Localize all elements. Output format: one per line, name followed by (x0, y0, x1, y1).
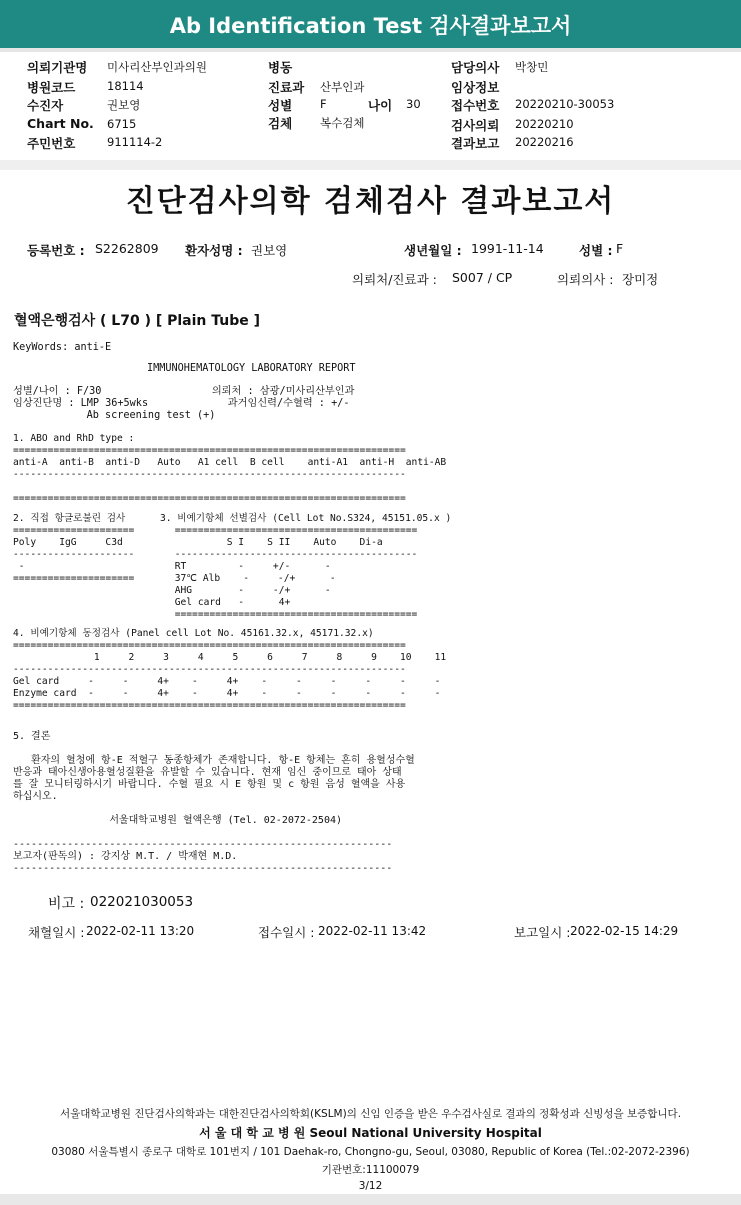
dept-label: 의뢰처/진료과 : (352, 272, 437, 287)
reg-no-value: S2262809 (95, 241, 159, 256)
header-value-hospital-code: 18114 (107, 79, 144, 93)
dat-screening-block: 2. 직접 항글로불린 검사 3. 비예기항체 선별검사 (Cell Lot No.S324, 45151.05.x ) ===================== ========================================== Poly IgG C3d S I S II Auto Di-a --------------------- ------------------------------------------ - RT - +/- - ===================== 37℃ Alb - -/+ - AHG - -/+ - Gel card - 4+ ========================================== (13, 513, 452, 620)
header-value-sex: F (320, 97, 327, 111)
collection-time-value: 2022-02-11 13:20 (86, 924, 195, 938)
sex-label: 성별 : (579, 243, 613, 258)
header-label-age: 나이 (368, 98, 393, 113)
header-value-institution: 미사리산부인과의원 (107, 60, 207, 74)
report-time-value: 2022-02-15 14:29 (570, 924, 679, 938)
footer-institution-no: 기관번호:11100079 (321, 1164, 420, 1176)
report-title: 진단검사의학 검체검사 결과보고서 (125, 184, 616, 219)
sex-value: F (616, 241, 624, 256)
bottom-band (0, 1194, 741, 1205)
patient-name-value: 권보영 (251, 243, 288, 258)
header-value-department: 산부인과 (320, 80, 365, 94)
patient-name-label: 환자성명 : (185, 243, 243, 258)
header-label-department: 진료과 (268, 80, 305, 95)
keywords-line: KeyWords: anti-E (13, 342, 112, 353)
dob-value: 1991-11-14 (471, 241, 544, 256)
doctor-label: 의뢰의사 : (557, 272, 614, 287)
header-label-chart-no: Chart No. (27, 116, 94, 131)
collection-time-label: 채혈일시 : (28, 925, 85, 940)
header-label-institution: 의뢰기관명 (27, 60, 88, 75)
receipt-time-label: 접수일시 : (258, 925, 315, 940)
header-divider (0, 160, 741, 170)
header-value-patient: 권보영 (107, 98, 141, 112)
dob-label: 생년월일 : (404, 243, 462, 258)
doctor-value: 장미정 (622, 272, 659, 287)
conclusion-block: 5. 결론 환자의 혈청에 항-E 적혈구 동종항체가 존재합니다. 항-E 항체는 흔히 용혈성수혈 반응과 태아신생아용혈성질환을 유발할 수 있습니다. 현재 임신 중이므로 태아 상태 를 잘 모니터링하시기 바랍니다. 수혈 필요 시 E 항원 및 c 항원 음성 혈액을 사용 하십시오. 서울대학교병원 혈액은행 (Tel. 02-2072-2504) --------------------------------------------------------------- 보고자(판독의) : 강지상 M.T. / 박재현 M.D. --------------------------------------------------------------- (13, 731, 415, 874)
header-value-report-date: 20220216 (515, 135, 574, 149)
header-label-request-date: 검사의뢰 (451, 118, 500, 133)
remarks-label: 비고 : (48, 896, 85, 912)
section-title: 혈액은행검사 ( L70 ) [ Plain Tube ] (14, 313, 261, 329)
header-label-ward: 병동 (268, 60, 293, 75)
footer-address: 03080 서울특별시 종로구 대학로 101번지 / 101 Daehak-ro, Chongno-gu, Seoul, 03080, Republic of Korea (Tel.:02-2072-2396) (51, 1146, 690, 1158)
patient-info-block: 성별/나이 : F/30 의뢰처 : 삼광/미사리산부인과 임상진단명 : LMP 36+5wks 과거임신력/수혈력 : +/- Ab screening test (+) (13, 386, 355, 421)
banner-title: Ab Identification Test 검사결과보고서 (169, 14, 572, 38)
footer-hospital-name: 서 울 대 학 교 병 원 Seoul National University Hospital (199, 1126, 542, 1140)
header-value-specimen: 복수검체 (320, 116, 365, 130)
header-label-resident-no: 주민번호 (27, 136, 76, 151)
header-value-receipt-no: 20220210-30053 (515, 97, 615, 111)
header-value-request-date: 20220210 (515, 117, 574, 131)
report-time-label: 보고일시 : (514, 925, 571, 940)
reg-no-label: 등록번호 : (27, 243, 85, 258)
header-label-specimen: 검체 (268, 116, 293, 131)
header-value-age: 30 (406, 97, 421, 111)
header-value-resident-no: 911114-2 (107, 135, 163, 149)
lab-report-heading: IMMUNOHEMATOLOGY LABORATORY REPORT (147, 363, 356, 374)
header-label-patient: 수진자 (27, 98, 64, 113)
header-label-sex: 성별 (268, 98, 293, 113)
header-label-hospital-code: 병원코드 (27, 80, 76, 95)
header-label-clinical-info: 임상정보 (451, 80, 500, 95)
header-label-physician: 담당의사 (451, 60, 500, 75)
remarks-value: 022021030053 (90, 894, 194, 910)
panel-identification-block: 4. 비예기항체 동정검사 (Panel cell Lot No. 45161.32.x, 45171.32.x) ==================================================================== 1 2 3 4 5 6 7 8 9 10 11 -------------------------------------------------------------------- Gel card - - 4+ - 4+ - - - - - - Enzyme card - - 4+ - 4+ - - - - - - ==================================================================== (13, 628, 447, 711)
footer-certification: 서울대학교병원 진단검사의학과는 대한진단검사의학회(KSLM)의 신임 인증을 받은 우수검사실로 결과의 정확성과 신빙성을 보증합니다. (59, 1108, 682, 1120)
abo-rhd-block: 1. ABO and RhD type : ==================================================================== anti-A anti-B anti-D Auto A1 cell B cell anti-A1 anti-H anti-AB -------------------------------------------------------------------- ==================================================================== (13, 433, 447, 504)
banner-shadow (0, 48, 741, 52)
header-value-chart-no: 6715 (107, 117, 137, 131)
header-label-report-date: 결과보고 (451, 136, 500, 151)
page-number: 3/12 (358, 1180, 383, 1192)
header-value-physician: 박창민 (515, 60, 549, 74)
header-label-receipt-no: 접수번호 (451, 98, 500, 113)
receipt-time-value: 2022-02-11 13:42 (318, 924, 427, 938)
dept-value: S007 / CP (452, 270, 513, 285)
